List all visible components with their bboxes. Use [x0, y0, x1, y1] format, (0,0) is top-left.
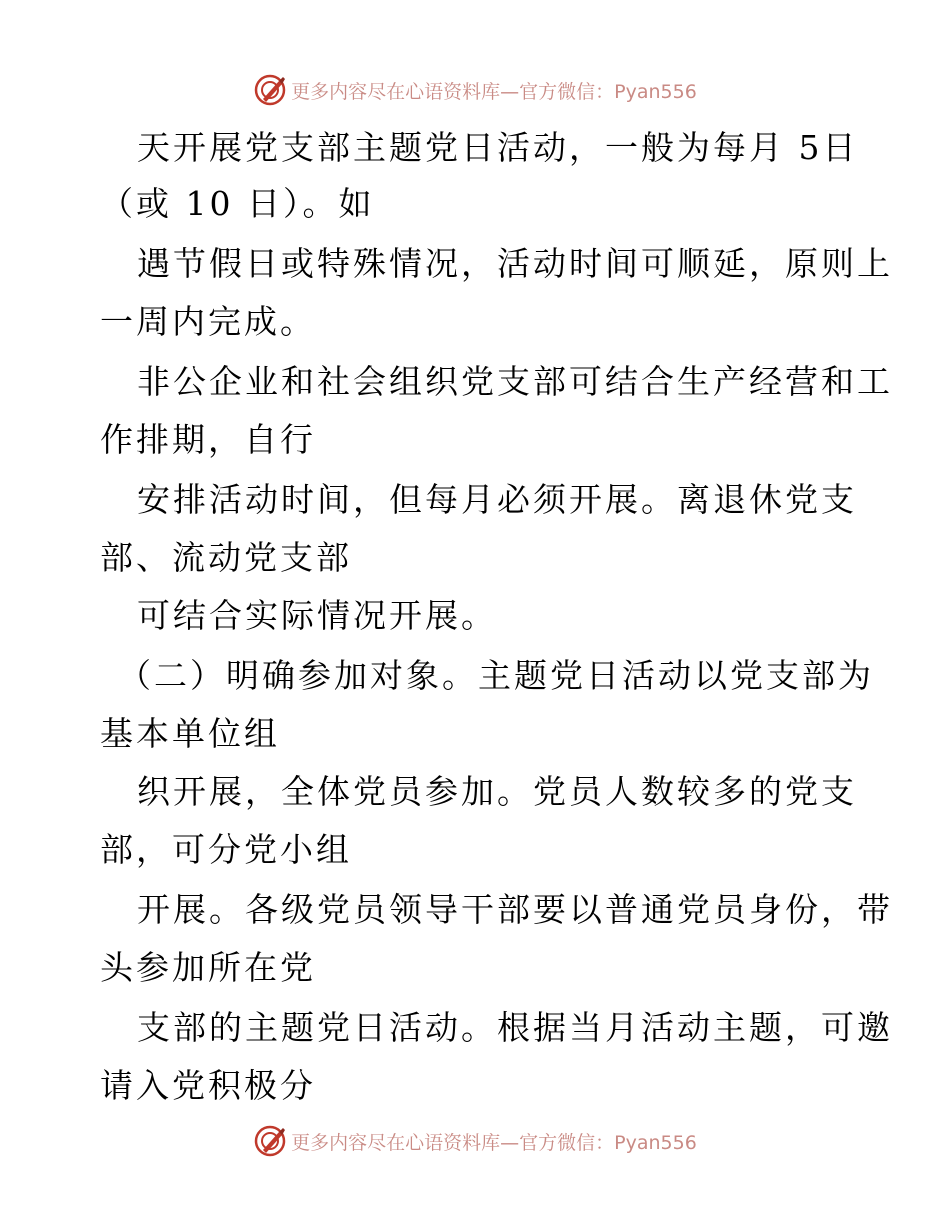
body-line-13: 部，可分党小组 [100, 830, 352, 869]
body-line-6: 作排期，自行 [100, 420, 316, 459]
footer-banner [0, 1121, 950, 1161]
pen-logo-icon [253, 73, 287, 107]
header-banner-inner [253, 73, 697, 107]
body-line-7: 安排活动时间，但每月必须开展。离退休党支 [137, 480, 857, 519]
body-line-5: 非公企业和社会组织党支部可结合生产经营和工 [137, 362, 893, 401]
pen-logo-icon [253, 1124, 287, 1158]
body-line-4: 一周内完成。 [100, 302, 316, 341]
body-line-1: 天开展党支部主题党日活动，一般为每月 5日 [137, 128, 859, 167]
body-line-12: 织开展，全体党员参加。党员人数较多的党支 [137, 772, 857, 811]
body-line-14: 开展。各级党员领导干部要以普通党员身份，带 [137, 890, 893, 929]
body-line-3: 遇节假日或特殊情况，活动时间可顺延，原则上 [137, 244, 893, 283]
body-line-11: 基本单位组 [100, 714, 280, 753]
header-banner-text: 更多内容尽在心语资料库—官方微信：Pyan556 [291, 80, 697, 103]
header-banner [0, 70, 950, 110]
body-line-16: 支部的主题党日活动。根据当月活动主题，可邀 [137, 1008, 893, 1047]
body-line-9: 可结合实际情况开展。 [137, 596, 497, 635]
body-line-2: （或 10 日）。如 [100, 184, 375, 223]
footer-banner-text: 更多内容尽在心语资料库—官方微信：Pyan556 [291, 1131, 697, 1154]
body-line-17: 请入党积极分 [100, 1066, 316, 1105]
body-line-8: 部、流动党支部 [100, 538, 352, 577]
footer-banner-inner [253, 1124, 697, 1158]
body-line-15: 头参加所在党 [100, 948, 316, 987]
body-line-10: （二）明确参加对象。主题党日活动以党支部为 [118, 656, 874, 695]
